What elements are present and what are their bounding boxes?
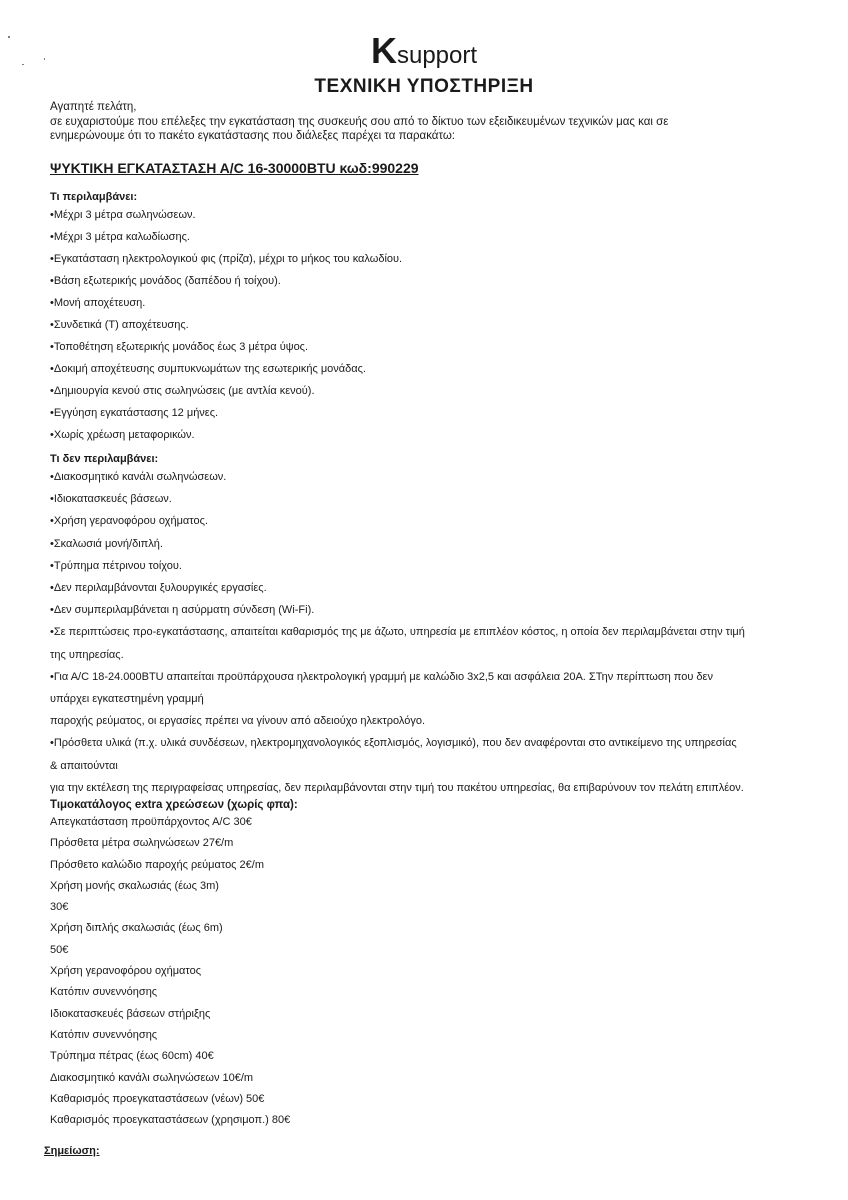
price-item: Χρήση γερανοφόρου οχήματος xyxy=(50,965,202,978)
included-heading: Τι περιλαμβάνει: xyxy=(50,191,138,203)
price-list-section xyxy=(50,798,820,1131)
ksupport-logo xyxy=(0,30,848,72)
list-item: •Διακοσμητικό κανάλι σωληνώσεων. xyxy=(50,471,227,483)
list-item: •Μέχρι 3 μέτρα σωληνώσεων. xyxy=(50,209,196,221)
list-item: •Δεν περιλαμβάνονται ξυλουργικές εργασίες. xyxy=(50,582,267,595)
price-item: Καθαρισμός προεγκαταστάσεων (χρησιμοπ.) 80€ xyxy=(50,1114,291,1127)
intro-line: ενημερώνουμε ότι το πακέτο εγκατάστασης που διάλεξες παρέχει τα παρακάτω: xyxy=(50,130,456,142)
price-item: 30€ xyxy=(50,901,69,914)
price-item: Χρήση μονής σκαλωσιάς (έως 3m) xyxy=(50,879,219,892)
included-section xyxy=(50,190,820,446)
list-item: •Δημιουργία κενού στις σωληνώσεις (με αντλία κενού). xyxy=(50,385,315,397)
list-item: παροχής ρεύματος, οι εργασίες πρέπει να γίνουν από αδειούχο ηλεκτρολόγο. xyxy=(50,715,426,728)
price-list-heading: Τιμοκατάλογος extra χρεώσεων (χωρίς φπα): xyxy=(50,799,298,811)
intro-greeting: Αγαπητέ πελάτη, xyxy=(50,101,137,113)
excluded-heading: Τι δεν περιλαμβάνει: xyxy=(50,453,159,465)
list-item: •Εγγύηση εγκατάστασης 12 μήνες. xyxy=(50,407,219,419)
price-item: Χρήση διπλής σκαλωσιάς (έως 6m) xyxy=(50,922,223,935)
price-item: Τρύπημα πέτρας (έως 60cm) 40€ xyxy=(50,1050,214,1063)
intro-line: σε ευχαριστούμε που επέλεξες την εγκατάσταση της συσκευής σου από το δίκτυο των εξειδικευμένων τεχνικών μας και σε xyxy=(50,115,669,128)
price-item: Κατόπιν συνεννόησης xyxy=(50,986,158,999)
list-item: της υπηρεσίας. xyxy=(50,648,124,661)
list-item: •Σε περιπτώσεις προ-εγκατάστασης, απαιτείται καθαρισμός της με άζωτο, υπηρεσία με επιπλέον κόστος, η οποία δεν περιλαμβάνεται στην τιμή xyxy=(50,626,745,639)
list-item: •Σκαλωσιά μονή/διπλή. xyxy=(50,537,163,550)
excluded-section xyxy=(50,452,820,799)
list-item: •Χωρίς χρέωση μεταφορικών. xyxy=(50,429,195,441)
list-item: •Χρήση γερανοφόρου οχήματος. xyxy=(50,515,208,528)
list-item: •Μονή αποχέτευση. xyxy=(50,297,146,309)
price-item: Πρόσθετο καλώδιο παροχής ρεύματος 2€/m xyxy=(50,858,264,871)
list-item: •Μέχρι 3 μέτρα καλωδίωσης. xyxy=(50,231,190,243)
list-item: •Δοκιμή αποχέτευσης συμπυκνωμάτων της εσωτερικής μονάδας. xyxy=(50,363,366,375)
list-item: & απαιτούνται xyxy=(50,759,118,772)
note-label: Σημείωση: xyxy=(44,1145,100,1157)
list-item: για την εκτέλεση της περιγραφείσας υπηρεσίας, δεν περιλαμβάνονται στην τιμή του πακέτου υπηρεσίας, θα επιβαρύνουν τον πελάτη επιπλέον. xyxy=(50,781,744,794)
price-item: Πρόσθετα μέτρα σωληνώσεων 27€/m xyxy=(50,837,234,850)
page-title: ΤΕΧΝΙΚΗ ΥΠΟΣΤΗΡΙΞΗ xyxy=(314,76,534,97)
list-item: •Βάση εξωτερικής μονάδος (δαπέδου ή τοίχου). xyxy=(50,275,281,287)
price-item: Διακοσμητικό κανάλι σωληνώσεων 10€/m xyxy=(50,1071,254,1084)
price-item: Καθαρισμός προεγκαταστάσεων (νέων) 50€ xyxy=(50,1092,265,1105)
list-item: •Δεν συμπεριλαμβάνεται η ασύρματη σύνδεση (Wi-Fi). xyxy=(50,604,315,617)
logo-support: support xyxy=(396,42,478,69)
list-item: •Τοποθέτηση εξωτερικής μονάδος έως 3 μέτρα ύψος. xyxy=(50,341,309,353)
price-item: Κατόπιν συνεννόησης xyxy=(50,1028,158,1041)
price-item: Απεγκατάσταση προϋπάρχοντος Α/C 30€ xyxy=(50,816,252,828)
product-title: ΨΥΚΤΙΚΗ ΕΓΚΑΤΑΣΤΑΣΗ Α/C 16-30000BTU κωδ:990229 xyxy=(50,160,419,176)
price-item: 50€ xyxy=(50,943,69,956)
logo-k: K xyxy=(370,30,396,71)
list-item: •Εγκατάσταση ηλεκτρολογικού φις (πρίζα), μέχρι το μήκος του καλωδίου. xyxy=(50,253,403,265)
intro-text xyxy=(50,100,810,144)
price-item: Ιδιοκατασκευές βάσεων στήριξης xyxy=(50,1007,211,1020)
list-item: •Τρύπημα πέτρινου τοίχου. xyxy=(50,559,182,572)
list-item: •Ιδιοκατασκευές βάσεων. xyxy=(50,493,172,506)
list-item: •Πρόσθετα υλικά (π.χ. υλικά συνδέσεων, ηλεκτρομηχανολογικός εξοπλισμός, λογισμικό), που δεν αναφέρονται στο αντικείμενο της υπηρεσίας xyxy=(50,737,737,750)
list-item: •Για Α/C 18-24.000BTU απαιτείται προϋπάρχουσα ηλεκτρολογική γραμμή με καλώδιο 3x2,5 και ασφάλεια 20Α. ΣΤην περίπτωση που δεν xyxy=(50,670,713,683)
list-item: υπάρχει εγκατεστημένη γραμμή xyxy=(50,693,204,706)
list-item: •Συνδετικά (Τ) αποχέτευσης. xyxy=(50,319,189,331)
